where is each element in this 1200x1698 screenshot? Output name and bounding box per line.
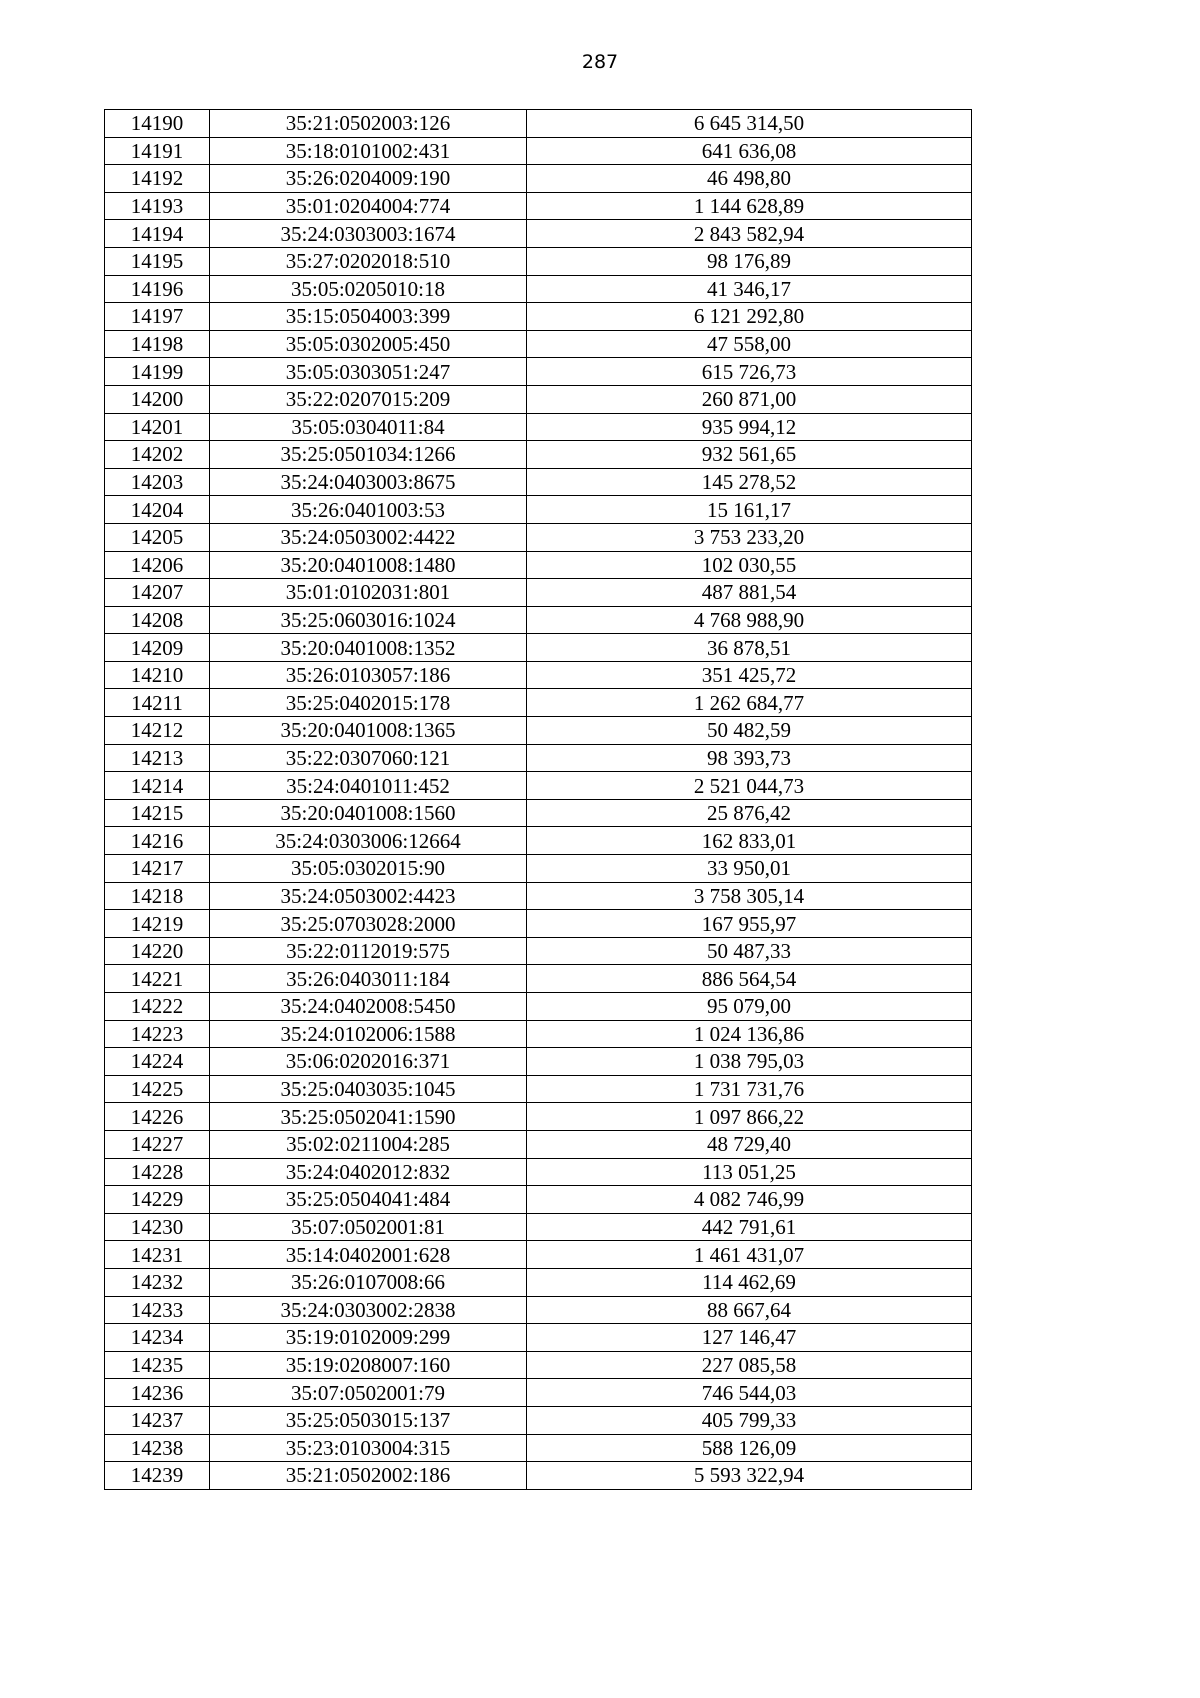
row-number-cell: 14203 xyxy=(105,468,210,496)
cadastral-number-cell: 35:19:0102009:299 xyxy=(210,1324,527,1352)
row-number-cell: 14221 xyxy=(105,965,210,993)
table-row xyxy=(105,579,972,607)
table-row xyxy=(105,1324,972,1352)
cadastral-number-cell: 35:25:0603016:1024 xyxy=(210,606,527,634)
table-row xyxy=(105,1048,972,1076)
value-cell: 162 833,01 xyxy=(527,827,972,855)
table-row xyxy=(105,1406,972,1434)
row-number-cell: 14218 xyxy=(105,882,210,910)
row-number-cell: 14233 xyxy=(105,1296,210,1324)
cadastral-number-cell: 35:22:0307060:121 xyxy=(210,744,527,772)
row-number-cell: 14208 xyxy=(105,606,210,634)
row-number-cell: 14217 xyxy=(105,855,210,883)
table-row xyxy=(105,1434,972,1462)
row-number-cell: 14222 xyxy=(105,993,210,1021)
cadastral-number-cell: 35:14:0402001:628 xyxy=(210,1241,527,1269)
cadastral-number-cell: 35:25:0403035:1045 xyxy=(210,1075,527,1103)
table-row xyxy=(105,468,972,496)
value-cell: 6 645 314,50 xyxy=(527,110,972,138)
cadastral-number-cell: 35:26:0401003:53 xyxy=(210,496,527,524)
cadastral-number-cell: 35:20:0401008:1352 xyxy=(210,634,527,662)
row-number-cell: 14236 xyxy=(105,1379,210,1407)
cadastral-number-cell: 35:22:0207015:209 xyxy=(210,385,527,413)
cadastral-number-cell: 35:24:0403003:8675 xyxy=(210,468,527,496)
table-row xyxy=(105,1379,972,1407)
value-cell: 4 768 988,90 xyxy=(527,606,972,634)
row-number-cell: 14211 xyxy=(105,689,210,717)
row-number-cell: 14232 xyxy=(105,1268,210,1296)
row-number-cell: 14223 xyxy=(105,1020,210,1048)
cadastral-number-cell: 35:25:0402015:178 xyxy=(210,689,527,717)
row-number-cell: 14226 xyxy=(105,1103,210,1131)
row-number-cell: 14197 xyxy=(105,303,210,331)
table-row xyxy=(105,661,972,689)
table-row xyxy=(105,1158,972,1186)
table-row xyxy=(105,1296,972,1324)
table-row xyxy=(105,744,972,772)
value-cell: 4 082 746,99 xyxy=(527,1186,972,1214)
table-row xyxy=(105,192,972,220)
value-cell: 145 278,52 xyxy=(527,468,972,496)
cadastral-number-cell: 35:20:0401008:1480 xyxy=(210,551,527,579)
value-cell: 932 561,65 xyxy=(527,441,972,469)
row-number-cell: 14193 xyxy=(105,192,210,220)
cadastral-number-cell: 35:07:0502001:81 xyxy=(210,1213,527,1241)
value-cell: 588 126,09 xyxy=(527,1434,972,1462)
table-row xyxy=(105,330,972,358)
row-number-cell: 14210 xyxy=(105,661,210,689)
table-row xyxy=(105,855,972,883)
table-body xyxy=(105,110,972,1490)
cadastral-number-cell: 35:25:0504041:484 xyxy=(210,1186,527,1214)
value-cell: 102 030,55 xyxy=(527,551,972,579)
row-number-cell: 14216 xyxy=(105,827,210,855)
row-number-cell: 14224 xyxy=(105,1048,210,1076)
value-cell: 1 461 431,07 xyxy=(527,1241,972,1269)
table-row xyxy=(105,385,972,413)
table-row xyxy=(105,1268,972,1296)
row-number-cell: 14235 xyxy=(105,1351,210,1379)
row-number-cell: 14206 xyxy=(105,551,210,579)
value-cell: 1 144 628,89 xyxy=(527,192,972,220)
value-cell: 33 950,01 xyxy=(527,855,972,883)
row-number-cell: 14230 xyxy=(105,1213,210,1241)
row-number-cell: 14212 xyxy=(105,717,210,745)
row-number-cell: 14199 xyxy=(105,358,210,386)
row-number-cell: 14237 xyxy=(105,1406,210,1434)
table-row xyxy=(105,496,972,524)
value-cell: 2 843 582,94 xyxy=(527,220,972,248)
cadastral-number-cell: 35:24:0303002:2838 xyxy=(210,1296,527,1324)
cadastral-number-cell: 35:24:0503002:4422 xyxy=(210,523,527,551)
value-cell: 487 881,54 xyxy=(527,579,972,607)
value-cell: 1 262 684,77 xyxy=(527,689,972,717)
row-number-cell: 14194 xyxy=(105,220,210,248)
cadastral-number-cell: 35:15:0504003:399 xyxy=(210,303,527,331)
row-number-cell: 14201 xyxy=(105,413,210,441)
cadastral-number-cell: 35:26:0107008:66 xyxy=(210,1268,527,1296)
row-number-cell: 14204 xyxy=(105,496,210,524)
row-number-cell: 14214 xyxy=(105,772,210,800)
row-number-cell: 14238 xyxy=(105,1434,210,1462)
table-row xyxy=(105,247,972,275)
cadastral-number-cell: 35:05:0302005:450 xyxy=(210,330,527,358)
table-row xyxy=(105,606,972,634)
row-number-cell: 14239 xyxy=(105,1462,210,1490)
cadastral-number-cell: 35:18:0101002:431 xyxy=(210,137,527,165)
row-number-cell: 14190 xyxy=(105,110,210,138)
cadastral-number-cell: 35:26:0403011:184 xyxy=(210,965,527,993)
value-cell: 227 085,58 xyxy=(527,1351,972,1379)
page-number: 287 xyxy=(581,51,619,73)
table-row xyxy=(105,1103,972,1131)
cadastral-number-cell: 35:19:0208007:160 xyxy=(210,1351,527,1379)
row-number-cell: 14213 xyxy=(105,744,210,772)
value-cell: 351 425,72 xyxy=(527,661,972,689)
cadastral-number-cell: 35:20:0401008:1560 xyxy=(210,799,527,827)
value-cell: 1 731 731,76 xyxy=(527,1075,972,1103)
value-cell: 48 729,40 xyxy=(527,1130,972,1158)
cadastral-number-cell: 35:07:0502001:79 xyxy=(210,1379,527,1407)
table-row xyxy=(105,441,972,469)
cadastral-number-cell: 35:26:0103057:186 xyxy=(210,661,527,689)
row-number-cell: 14191 xyxy=(105,137,210,165)
value-cell: 50 487,33 xyxy=(527,937,972,965)
cadastral-number-cell: 35:22:0112019:575 xyxy=(210,937,527,965)
cadastral-number-cell: 35:21:0502002:186 xyxy=(210,1462,527,1490)
value-cell: 442 791,61 xyxy=(527,1213,972,1241)
row-number-cell: 14227 xyxy=(105,1130,210,1158)
table-row xyxy=(105,937,972,965)
table-row xyxy=(105,275,972,303)
row-number-cell: 14220 xyxy=(105,937,210,965)
table-row xyxy=(105,413,972,441)
table-row xyxy=(105,1130,972,1158)
cadastral-number-cell: 35:05:0302015:90 xyxy=(210,855,527,883)
cadastral-number-cell: 35:24:0402012:832 xyxy=(210,1158,527,1186)
value-cell: 41 346,17 xyxy=(527,275,972,303)
table-row xyxy=(105,523,972,551)
row-number-cell: 14200 xyxy=(105,385,210,413)
cadastral-number-cell: 35:02:0211004:285 xyxy=(210,1130,527,1158)
value-cell: 3 753 233,20 xyxy=(527,523,972,551)
cadastral-number-cell: 35:05:0303051:247 xyxy=(210,358,527,386)
cadastral-number-cell: 35:25:0503015:137 xyxy=(210,1406,527,1434)
table-row xyxy=(105,1020,972,1048)
cadastral-number-cell: 35:23:0103004:315 xyxy=(210,1434,527,1462)
value-cell: 167 955,97 xyxy=(527,910,972,938)
value-cell: 3 758 305,14 xyxy=(527,882,972,910)
value-cell: 405 799,33 xyxy=(527,1406,972,1434)
table-row xyxy=(105,772,972,800)
value-cell: 113 051,25 xyxy=(527,1158,972,1186)
value-cell: 50 482,59 xyxy=(527,717,972,745)
row-number-cell: 14215 xyxy=(105,799,210,827)
row-number-cell: 14205 xyxy=(105,523,210,551)
table-row xyxy=(105,689,972,717)
table-row xyxy=(105,165,972,193)
row-number-cell: 14219 xyxy=(105,910,210,938)
table-row xyxy=(105,110,972,138)
table-row xyxy=(105,137,972,165)
cadastral-number-cell: 35:20:0401008:1365 xyxy=(210,717,527,745)
value-cell: 46 498,80 xyxy=(527,165,972,193)
table-row xyxy=(105,827,972,855)
table-row xyxy=(105,1186,972,1214)
value-cell: 641 636,08 xyxy=(527,137,972,165)
value-cell: 36 878,51 xyxy=(527,634,972,662)
value-cell: 746 544,03 xyxy=(527,1379,972,1407)
cadastral-number-cell: 35:24:0303003:1674 xyxy=(210,220,527,248)
table-row xyxy=(105,717,972,745)
cadastral-number-cell: 35:06:0202016:371 xyxy=(210,1048,527,1076)
cadastral-number-cell: 35:05:0304011:84 xyxy=(210,413,527,441)
value-cell: 2 521 044,73 xyxy=(527,772,972,800)
cadastral-number-cell: 35:24:0503002:4423 xyxy=(210,882,527,910)
row-number-cell: 14196 xyxy=(105,275,210,303)
row-number-cell: 14198 xyxy=(105,330,210,358)
value-cell: 47 558,00 xyxy=(527,330,972,358)
value-cell: 1 024 136,86 xyxy=(527,1020,972,1048)
row-number-cell: 14229 xyxy=(105,1186,210,1214)
cadastral-number-cell: 35:24:0401011:452 xyxy=(210,772,527,800)
value-cell: 25 876,42 xyxy=(527,799,972,827)
value-cell: 114 462,69 xyxy=(527,1268,972,1296)
value-cell: 886 564,54 xyxy=(527,965,972,993)
row-number-cell: 14234 xyxy=(105,1324,210,1352)
table-row xyxy=(105,1351,972,1379)
table-row xyxy=(105,1213,972,1241)
cadastral-number-cell: 35:25:0501034:1266 xyxy=(210,441,527,469)
table-row xyxy=(105,303,972,331)
value-cell: 5 593 322,94 xyxy=(527,1462,972,1490)
value-cell: 6 121 292,80 xyxy=(527,303,972,331)
value-cell: 260 871,00 xyxy=(527,385,972,413)
row-number-cell: 14192 xyxy=(105,165,210,193)
table-row xyxy=(105,882,972,910)
value-cell: 98 176,89 xyxy=(527,247,972,275)
table-row xyxy=(105,965,972,993)
row-number-cell: 14228 xyxy=(105,1158,210,1186)
value-cell: 98 393,73 xyxy=(527,744,972,772)
row-number-cell: 14202 xyxy=(105,441,210,469)
table-row xyxy=(105,220,972,248)
cadastral-number-cell: 35:27:0202018:510 xyxy=(210,247,527,275)
table-row xyxy=(105,634,972,662)
row-number-cell: 14231 xyxy=(105,1241,210,1269)
row-number-cell: 14209 xyxy=(105,634,210,662)
table-row xyxy=(105,993,972,1021)
value-cell: 1 097 866,22 xyxy=(527,1103,972,1131)
cadastral-number-cell: 35:05:0205010:18 xyxy=(210,275,527,303)
table-row xyxy=(105,1462,972,1490)
cadastral-number-cell: 35:24:0102006:1588 xyxy=(210,1020,527,1048)
cadastral-number-cell: 35:25:0502041:1590 xyxy=(210,1103,527,1131)
table-row xyxy=(105,1075,972,1103)
value-cell: 95 079,00 xyxy=(527,993,972,1021)
cadastral-number-cell: 35:24:0402008:5450 xyxy=(210,993,527,1021)
cadastral-number-cell: 35:26:0204009:190 xyxy=(210,165,527,193)
value-cell: 935 994,12 xyxy=(527,413,972,441)
cadastral-number-cell: 35:21:0502003:126 xyxy=(210,110,527,138)
cadastral-number-cell: 35:25:0703028:2000 xyxy=(210,910,527,938)
table-row xyxy=(105,910,972,938)
value-cell: 88 667,64 xyxy=(527,1296,972,1324)
value-cell: 127 146,47 xyxy=(527,1324,972,1352)
table-row xyxy=(105,799,972,827)
row-number-cell: 14195 xyxy=(105,247,210,275)
value-cell: 615 726,73 xyxy=(527,358,972,386)
table-row xyxy=(105,1241,972,1269)
cadastral-number-cell: 35:24:0303006:12664 xyxy=(210,827,527,855)
table-row xyxy=(105,358,972,386)
cadastral-number-cell: 35:01:0102031:801 xyxy=(210,579,527,607)
value-cell: 15 161,17 xyxy=(527,496,972,524)
value-cell: 1 038 795,03 xyxy=(527,1048,972,1076)
row-number-cell: 14207 xyxy=(105,579,210,607)
table-row xyxy=(105,551,972,579)
data-table xyxy=(104,109,972,1490)
row-number-cell: 14225 xyxy=(105,1075,210,1103)
cadastral-number-cell: 35:01:0204004:774 xyxy=(210,192,527,220)
